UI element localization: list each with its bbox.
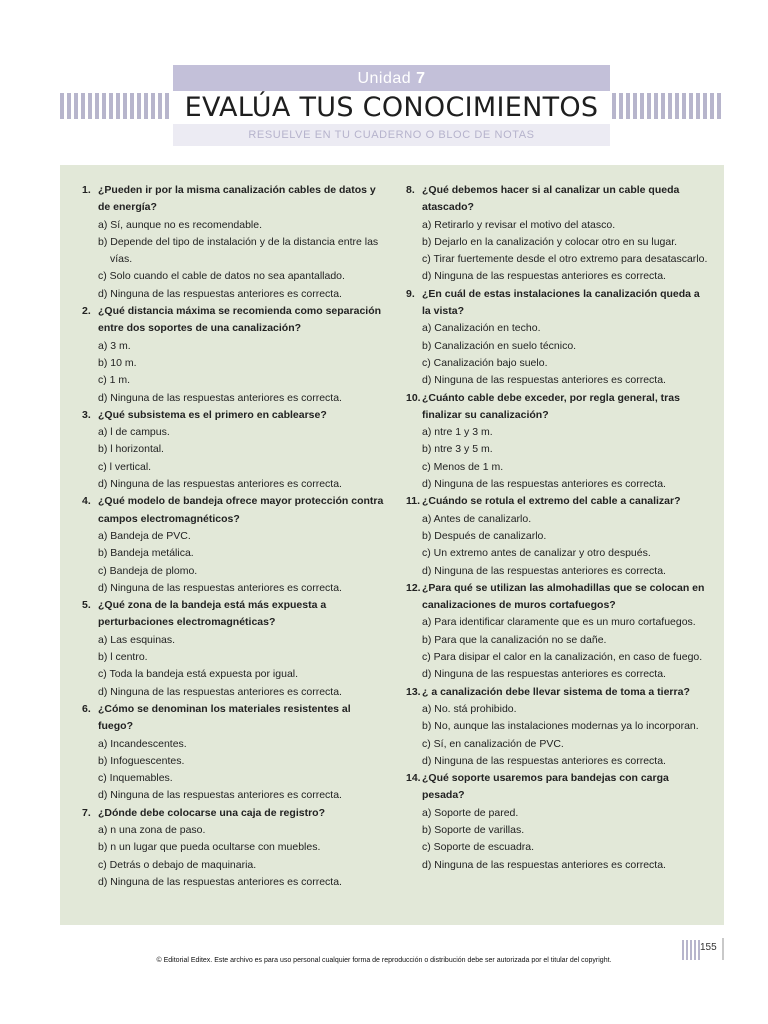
question-number: 6.: [82, 702, 91, 715]
question-number: 4.: [82, 495, 91, 508]
page-title: EVALÚA TUS CONOCIMIENTOS: [184, 92, 599, 123]
question-number: 8.: [406, 184, 415, 196]
answer-option: b) Soporte de varillas.: [422, 823, 525, 836]
question-text: ¿En cuál de estas instalaciones la canalización queda a la vista?: [422, 287, 700, 318]
question-item: [82, 303, 387, 407]
question-item: [82, 182, 387, 303]
answer-option: b) ntre 3 y 5 m.: [422, 443, 493, 456]
answer-option: d) Ninguna de las respuestas anteriores es correcta.: [98, 478, 342, 491]
answer-option: b) Canalización en suelo técnico.: [422, 339, 577, 352]
decorative-stripes-right: [612, 93, 724, 119]
answer-option: d) Ninguna de las respuestas anteriores es correcta.: [98, 789, 342, 802]
question-text: ¿Cómo se denominan los materiales resistentes al fuego?: [98, 702, 351, 733]
question-number: 1.: [82, 184, 91, 196]
question-text: ¿Qué distancia máxima se recomienda como separación entre dos soportes de una canalización?: [98, 305, 382, 335]
question-number: 7.: [82, 806, 91, 819]
question-item: [406, 390, 711, 494]
answer-option: a) Las esquinas.: [98, 633, 176, 646]
answer-option: d) Ninguna de las respuestas anteriores es correcta.: [422, 374, 666, 387]
question-item: [82, 597, 387, 701]
question-text: ¿Cuánto cable debe exceder, por regla general, tras finalizar su canalización?: [422, 391, 680, 421]
question-text: ¿Qué modelo de bandeja ofrece mayor protección contra campos electromagnéticos?: [98, 495, 384, 525]
answer-option: c) Para disipar el calor en la canalización, en caso de fuego.: [422, 651, 703, 664]
answer-option: c) Tirar fuertemente desde el otro extremo para desatascarlo.: [422, 253, 708, 266]
answer-option: b) No, aunque las instalaciones modernas ya lo incorporan.: [422, 720, 699, 733]
answer-option: c) Solo cuando el cable de datos no sea apantallado.: [98, 270, 345, 283]
answer-option: a) Para identificar claramente que es un muro cortafuegos.: [422, 616, 696, 629]
question-text: ¿Qué soporte usaremos para bandejas con carga pesada?: [422, 772, 669, 802]
question-item: [82, 701, 387, 805]
question-item: [406, 182, 711, 286]
question-item: [406, 580, 711, 684]
answer-option: b) Depende del tipo de instalación y de la distancia entre las vías.: [98, 235, 379, 266]
answer-option: a) Incandescentes.: [98, 737, 187, 750]
answer-option: d) Ninguna de las respuestas anteriores es correcta.: [422, 564, 666, 577]
answer-option: c) Inquemables.: [98, 772, 173, 785]
answer-option: b) 10 m.: [98, 356, 137, 369]
question-item: [82, 805, 387, 891]
question-item: [406, 684, 711, 770]
answer-option: b) Bandeja metálica.: [98, 547, 194, 560]
answer-option: b) Dejarlo en la canalización y colocar otro en su lugar.: [422, 235, 678, 248]
answer-option: c) Soporte de escuadra.: [422, 841, 535, 854]
question-item: [406, 286, 711, 390]
answer-option: c) Bandeja de plomo.: [98, 564, 198, 577]
question-number: 3.: [82, 408, 91, 421]
answer-option: d) Ninguna de las respuestas anteriores es correcta.: [422, 858, 666, 871]
answer-option: c) Menos de 1 m.: [422, 460, 504, 473]
answer-option: c) l vertical.: [98, 460, 152, 473]
answer-option: b) l horizontal.: [98, 443, 164, 456]
question-text: ¿Qué zona de la bandeja está más expuesta a perturbaciones electromagnéticas?: [98, 599, 327, 629]
answer-option: c) Sí, en canalización de PVC.: [422, 737, 564, 750]
answer-option: b) l centro.: [98, 651, 148, 664]
question-number: 14.: [406, 772, 421, 785]
answer-option: a) Canalización en techo.: [422, 322, 541, 335]
answer-option: d) Ninguna de las respuestas anteriores es correcta.: [422, 754, 666, 767]
answer-option: d) Ninguna de las respuestas anteriores es correcta.: [98, 581, 342, 594]
answer-option: d) Ninguna de las respuestas anteriores es correcta.: [422, 668, 666, 681]
question-item: [82, 407, 387, 493]
answer-option: d) Ninguna de las respuestas anteriores es correcta.: [98, 287, 342, 300]
unit-number: 7: [416, 70, 426, 87]
page-number: 155: [700, 942, 717, 953]
copyright-notice: © Editorial Editex. Este archivo es para uso personal cualquier forma de reproducción o distribución debe ser autorizada por el titular del copyright.: [156, 957, 612, 964]
unit-banner: [173, 65, 610, 91]
answer-option: a) Sí, aunque no es recomendable.: [98, 218, 263, 231]
unit-label: Unidad: [357, 70, 412, 87]
answer-option: a) Bandeja de PVC.: [98, 529, 191, 542]
question-text: ¿Para qué se utilizan las almohadillas que se colocan en canalizaciones de muros cortafuegos?: [422, 581, 705, 612]
question-item: [406, 493, 711, 579]
answer-option: d) Ninguna de las respuestas anteriores es correcta.: [98, 685, 342, 698]
answer-option: b) Para que la canalización no se dañe.: [422, 633, 607, 646]
question-item: [82, 493, 387, 597]
question-number: 11.: [406, 495, 421, 508]
question-number: 10.: [406, 391, 421, 404]
question-number: 9.: [406, 287, 415, 300]
decorative-stripes-left: [60, 93, 170, 119]
questions-column-left: [82, 182, 387, 891]
answer-option: a) No. stá prohibido.: [422, 702, 517, 715]
question-text: ¿Qué subsistema es el primero en cablearse?: [98, 408, 327, 421]
question-text: ¿Cuándo se rotula el extremo del cable a canalizar?: [422, 495, 681, 508]
answer-option: d) Ninguna de las respuestas anteriores es correcta.: [98, 391, 342, 404]
question-text: ¿Qué debemos hacer si al canalizar un cable queda atascado?: [422, 184, 680, 214]
question-text: ¿Dónde debe colocarse una caja de registro?: [98, 806, 325, 819]
answer-option: a) Retirarlo y revisar el motivo del atasco.: [422, 218, 616, 231]
answer-option: b) Infoguescentes.: [98, 754, 185, 767]
answer-option: a) l de campus.: [98, 426, 170, 439]
answer-option: c) 1 m.: [98, 374, 131, 387]
answer-option: a) n una zona de paso.: [98, 823, 206, 836]
question-number: 2.: [82, 305, 91, 318]
question-number: 12.: [406, 581, 421, 594]
answer-option: d) Ninguna de las respuestas anteriores es correcta.: [98, 875, 342, 888]
question-number: 13.: [406, 685, 421, 698]
answer-option: c) Un extremo antes de canalizar y otro después.: [422, 547, 651, 560]
answer-option: a) 3 m.: [98, 339, 131, 352]
question-item: [406, 770, 711, 874]
answer-option: c) Toda la bandeja está expuesta por igual.: [98, 668, 299, 681]
answer-option: d) Ninguna de las respuestas anteriores es correcta.: [422, 478, 666, 491]
question-text: ¿ a canalización debe llevar sistema de toma a tierra?: [422, 685, 690, 698]
page-subtitle: RESUELVE EN TU CUADERNO O BLOC DE NOTAS: [173, 124, 610, 146]
answer-option: a) Soporte de pared.: [422, 806, 519, 819]
question-number: 5.: [82, 599, 91, 612]
answer-option: d) Ninguna de las respuestas anteriores es correcta.: [422, 270, 666, 283]
questions-column-right: [406, 182, 711, 874]
answer-option: b) Después de canalizarlo.: [422, 529, 547, 542]
answer-option: a) Antes de canalizarlo.: [422, 512, 532, 525]
answer-option: a) ntre 1 y 3 m.: [422, 426, 493, 439]
answer-option: c) Canalización bajo suelo.: [422, 356, 548, 369]
question-text: ¿Pueden ir por la misma canalización cables de datos y de energía?: [98, 184, 376, 214]
answer-option: b) n un lugar que pueda ocultarse con muebles.: [98, 841, 321, 854]
questions-panel: [60, 165, 724, 925]
answer-option: c) Detrás o debajo de maquinaria.: [98, 858, 257, 871]
